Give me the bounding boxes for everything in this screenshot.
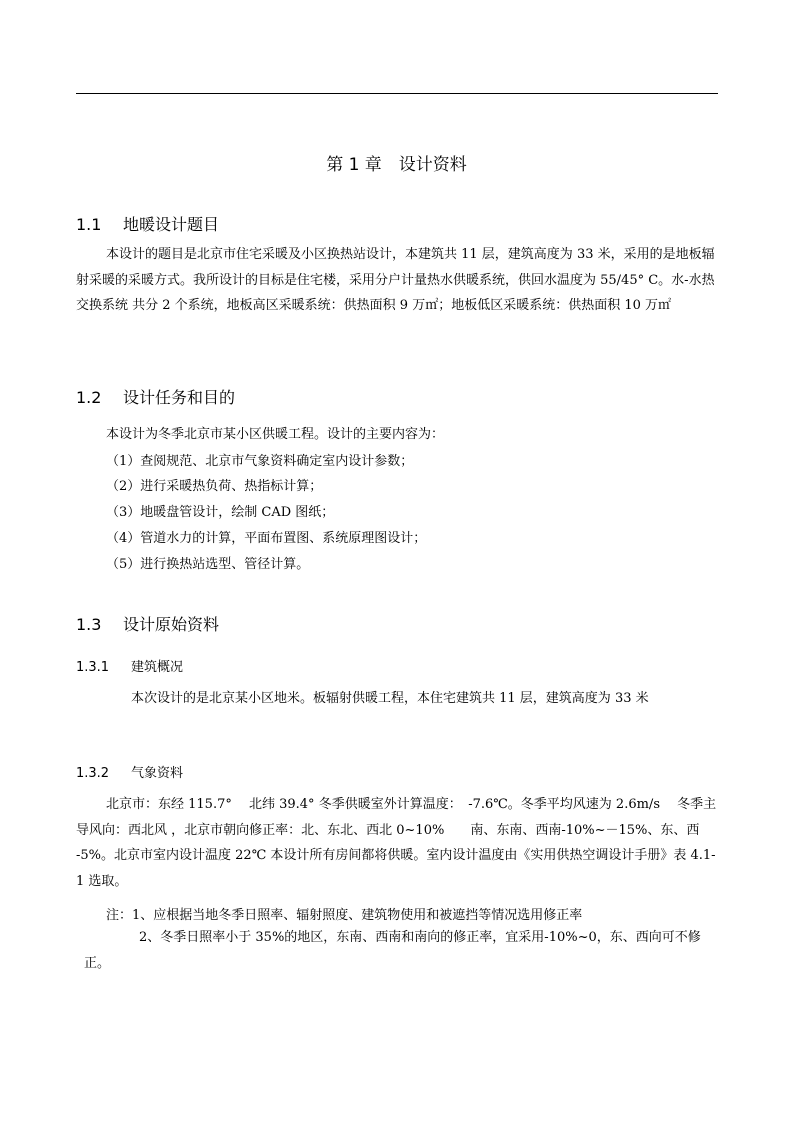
section-number: 1.1: [76, 215, 102, 234]
subsection-title: 气象资料: [131, 766, 184, 781]
paragraph-1-3-2: 北京市：东经 115.7° 北纬 39.4° 冬季供暖室外计算温度： -7.6℃。冬季平均风速为 2.6m/s 冬季主导风向：西北风 ，北京市朝向修正率：北、东北、西北 0~10% 南、东南、西南-10%~－15%、东、西 -5%。北京市室内设计温度 22℃ 本设计所有房间都将供暖。室内设计温度由《实用供热空调设计手册》表 4.1-1 选取。: [76, 797, 717, 889]
subsection-heading-1-3-2: [76, 762, 183, 781]
chapter-title: 第 1 章 设计资料: [326, 155, 467, 175]
subsection-number: 1.3.2: [76, 766, 110, 781]
section-title: 地暖设计题目: [123, 215, 220, 234]
section-title: 设计任务和目的: [123, 388, 236, 407]
list-item: （3）地暖盘管设计，绘制 CAD 图纸；: [106, 505, 335, 520]
note-2: 2、冬季日照率小于 35%的地区，东南、西南和南向的修正率，宜采用-10%~0，东、西向可不修正。: [84, 930, 701, 971]
section-number: 1.3: [76, 615, 102, 634]
header-rule: [76, 93, 718, 94]
paragraph-1-2-intro: 本设计为冬季北京市某小区供暖工程。设计的主要内容为：: [106, 427, 445, 442]
paragraph-1-3-1: 本次设计的是北京某小区地米。板辐射供暖工程，本住宅建筑共 11 层，建筑高度为 33 米: [131, 691, 649, 706]
note-1: 注：1、应根据当地冬季日照率、辐射照度、建筑物使用和被遮挡等情况选用修正率: [106, 908, 583, 923]
list-item: （4）管道水力的计算，平面布置图、系统原理图设计；: [106, 531, 427, 546]
list-item: （1）查阅规范、北京市气象资料确定室内设计参数；: [106, 454, 414, 469]
section-heading-1-1: [76, 212, 219, 235]
section-heading-1-2: [76, 385, 235, 408]
list-item: （2）进行采暖热负荷、热指标计算；: [106, 479, 323, 494]
section-title: 设计原始资料: [123, 615, 220, 634]
subsection-title: 建筑概况: [131, 660, 184, 675]
list-item: （5）进行换热站选型、管径计算。: [106, 557, 310, 572]
section-number: 1.2: [76, 388, 102, 407]
subsection-number: 1.3.1: [76, 660, 110, 675]
section-heading-1-3: [76, 612, 219, 635]
subsection-heading-1-3-1: [76, 656, 183, 675]
paragraph-1-1: 本设计的题目是北京市住宅采暖及小区换热站设计，本建筑共 11 层，建筑高度为 33 米，采用的是地板辐射采暖的采暖方式。我所设计的目标是住宅楼，采用分户计量热水供暖系统，供回水温度为 55/45° C。水-水热交换系统 共分 2 个系统，地板高区采暖系统：供热面积 9 万㎡；地板低区采暖系统：供热面积 10 万㎡: [76, 247, 715, 313]
